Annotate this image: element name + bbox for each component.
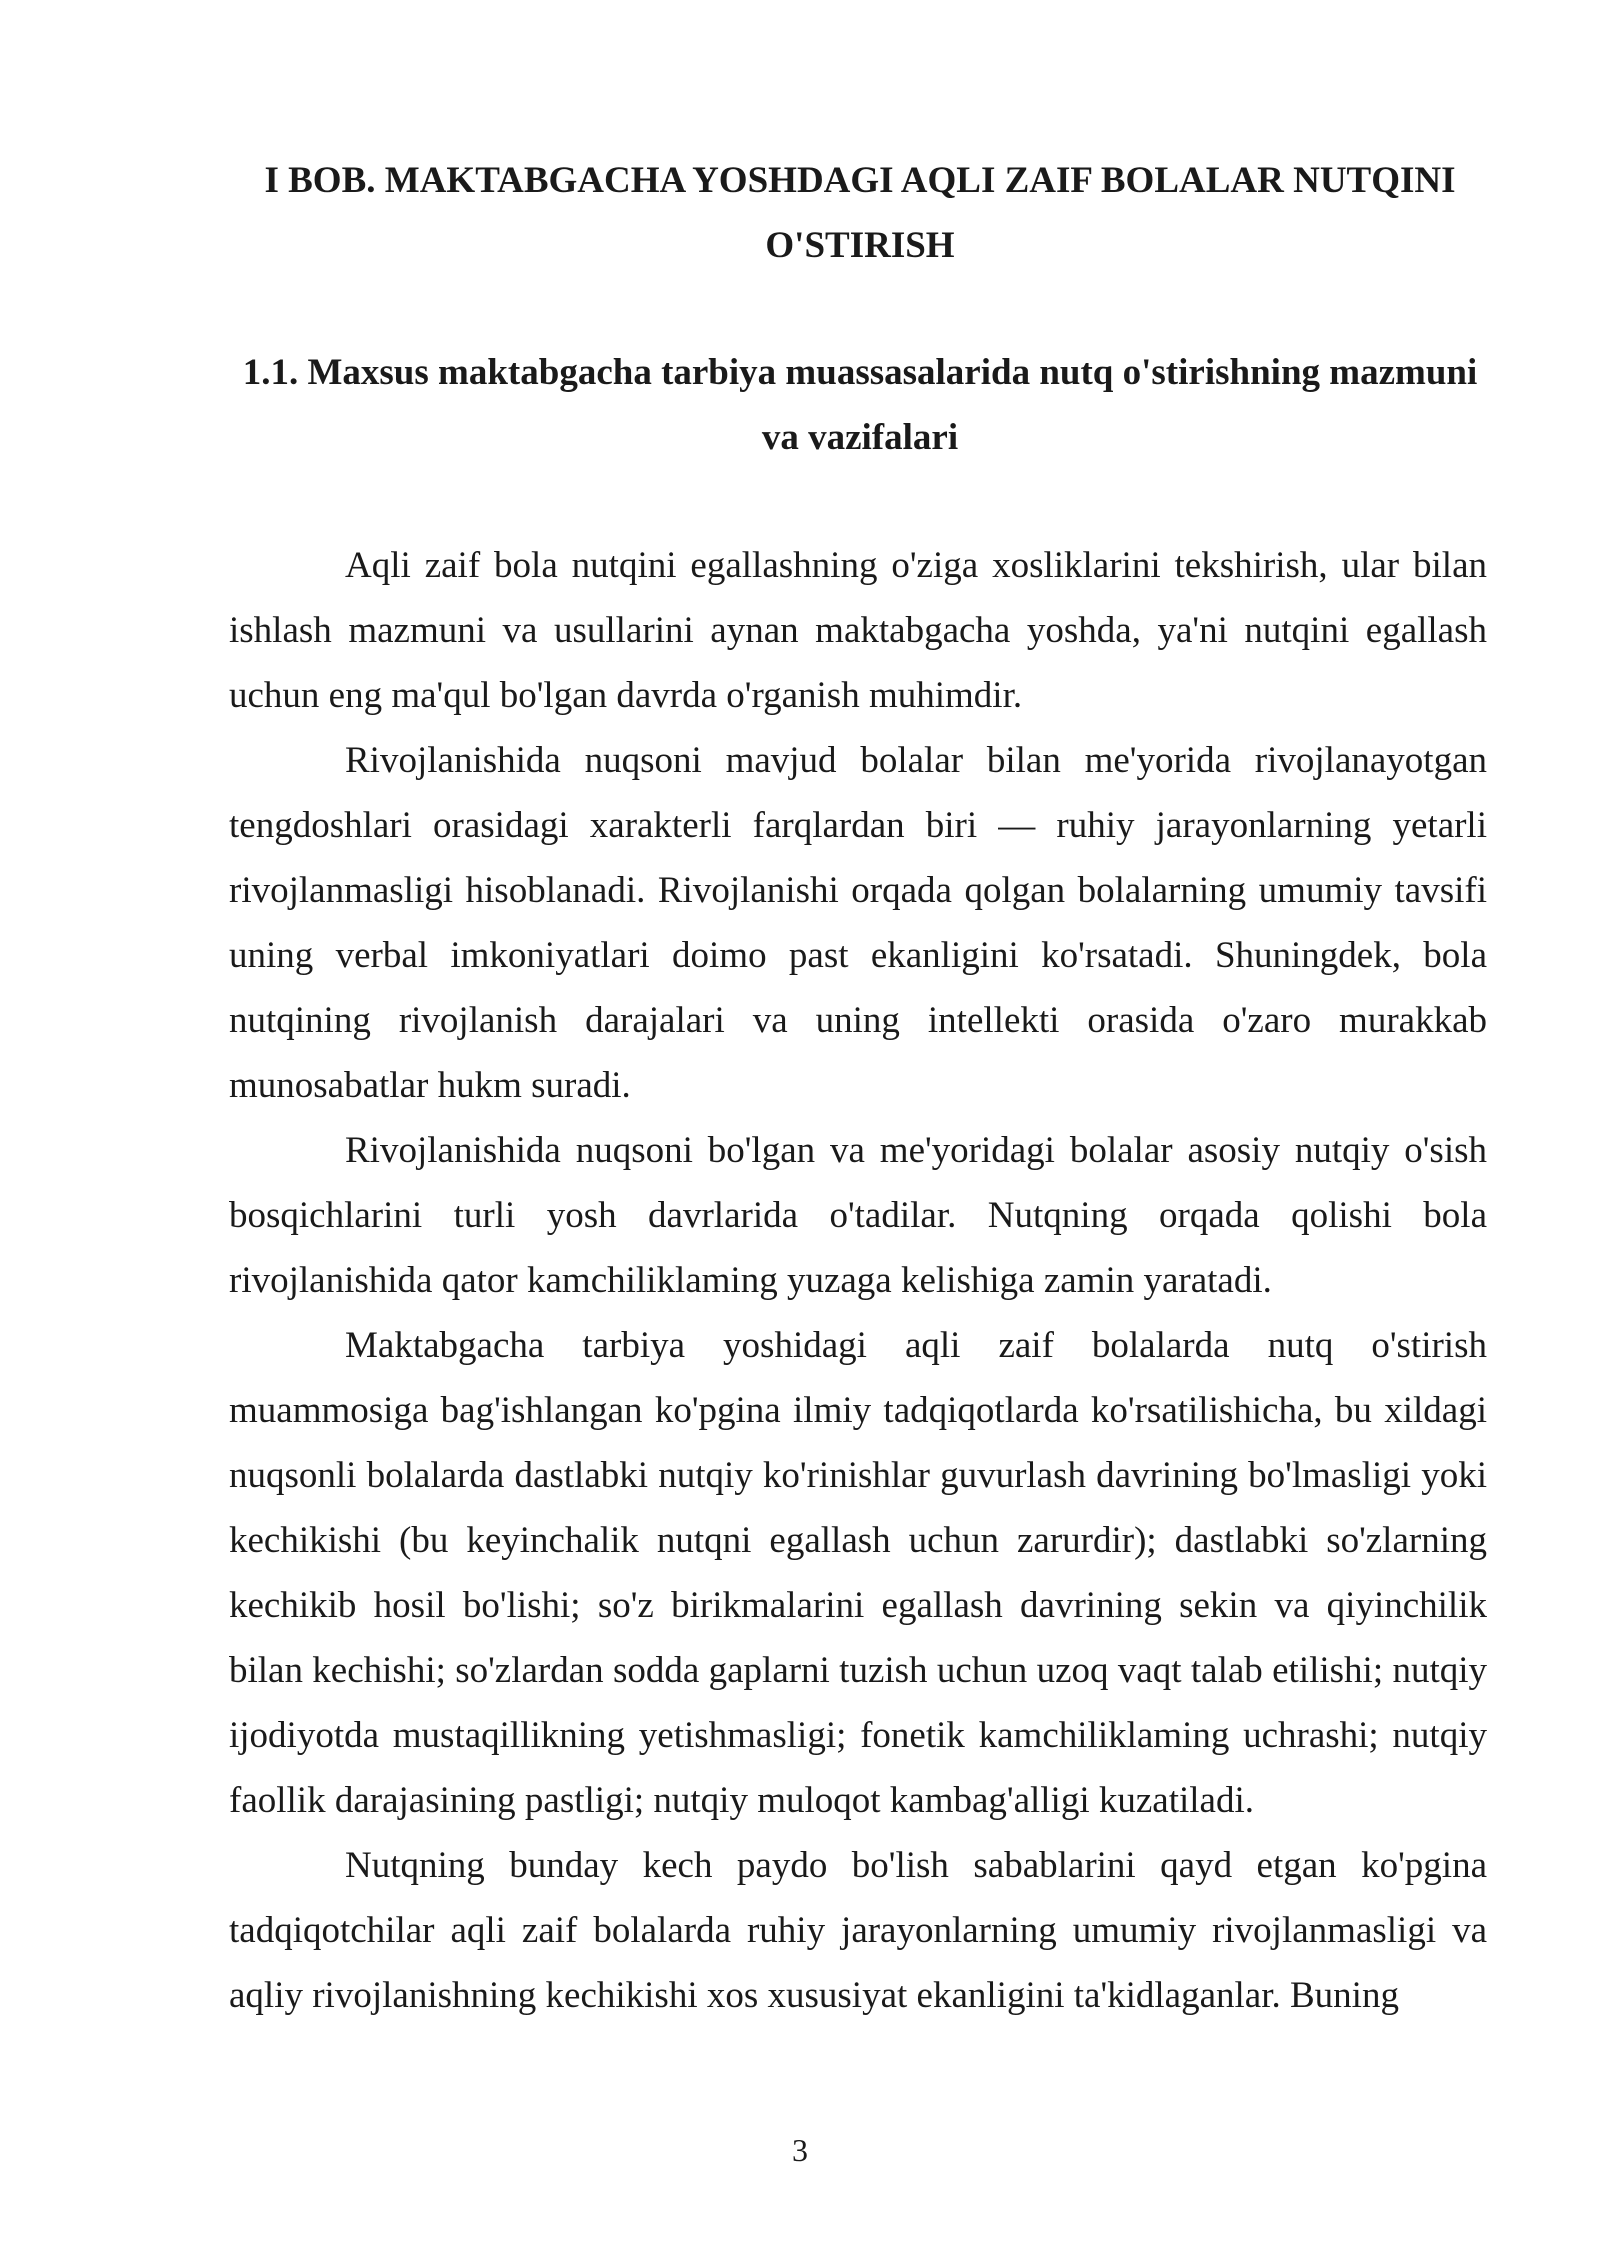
section-title: 1.1. Maxsus maktabgacha tarbiya muassasalarida nutq o'stirishning mazmuni va vazifalari — [242, 352, 1478, 458]
paragraph: Nutqning bunday kech paydo bo'lish sabablarini qayd etgan ko'pgina tadqiqotchilar aqli zaif bolalarda ruhiy jarayonlarning umumiy rivojlanmasligi va aqliy rivojlanishning kechikishi xos xususiyat ekanligini ta'kidlaganlar. Buning — [229, 1845, 1487, 2016]
body-text — [229, 533, 1487, 2028]
page-number: 3 — [792, 2132, 808, 2168]
chapter-title: I BOB. MAKTABGACHA YOSHDAGI AQLI ZAIF BOLALAR NUTQINI O'STIRISH — [264, 160, 1456, 266]
paragraph: Aqli zaif bola nutqini egallashning o'ziga xosliklarini tekshirish, ular bilan ishlash mazmuni va usullarini aynan maktabgacha yoshda, ya'ni nutqini egallash uchun eng ma'qul bo'lgan davrda o'rganish muhimdir. — [229, 545, 1487, 716]
paragraph: Rivojlanishida nuqsoni bo'lgan va me'yoridagi bolalar asosiy nutqiy o'sish bosqichlarini turli yosh davrlarida o'tadilar. Nutqning orqada qolishi bola rivojlanishida qator kamchiliklaming yuzaga kelishiga zamin yaratadi. — [229, 1130, 1487, 1301]
paragraph: Maktabgacha tarbiya yoshidagi aqli zaif bolalarda nutq o'stirish muammosiga bag'ishlangan ko'pgina ilmiy tadqiqotlarda ko'rsatilishicha, bu xildagi nuqsonli bolalarda dastlabki nutqiy ko'rinishlar guvurlash davrining bo'lmasligi yoki kechikishi (bu keyinchalik nutqni egallash uchun zarurdir); dastlabki so'zlarning kechikib hosil bo'lishi; so'z birikmalarini egallash davrining sekin va qiyinchilik bilan kechishi; so'zlardan sodda gaplarni tuzish uchun uzoq vaqt talab etilishi; nutqiy ijodiyotda mustaqillikning yetishmasligi; fonetik kamchiliklaming uchrashi; nutqiy faollik darajasining pastligi; nutqiy muloqot kambag'alligi kuzatiladi. — [229, 1325, 1487, 1821]
paragraph: Rivojlanishida nuqsoni mavjud bolalar bilan me'yorida rivojlanayotgan tengdoshlari orasidagi xarakterli farqlardan biri — ruhiy jarayonlarning yetarli rivojlanmasligi hisoblanadi. Rivojlanishi orqada qolgan bolalarning umumiy tavsifi uning verbal imkoniyatlari doimo past ekanligini ko'rsatadi. Shuningdek, bola nutqining rivojlanish darajalari va uning intellekti orasida o'zaro murakkab munosabatlar hukm suradi. — [229, 740, 1487, 1106]
